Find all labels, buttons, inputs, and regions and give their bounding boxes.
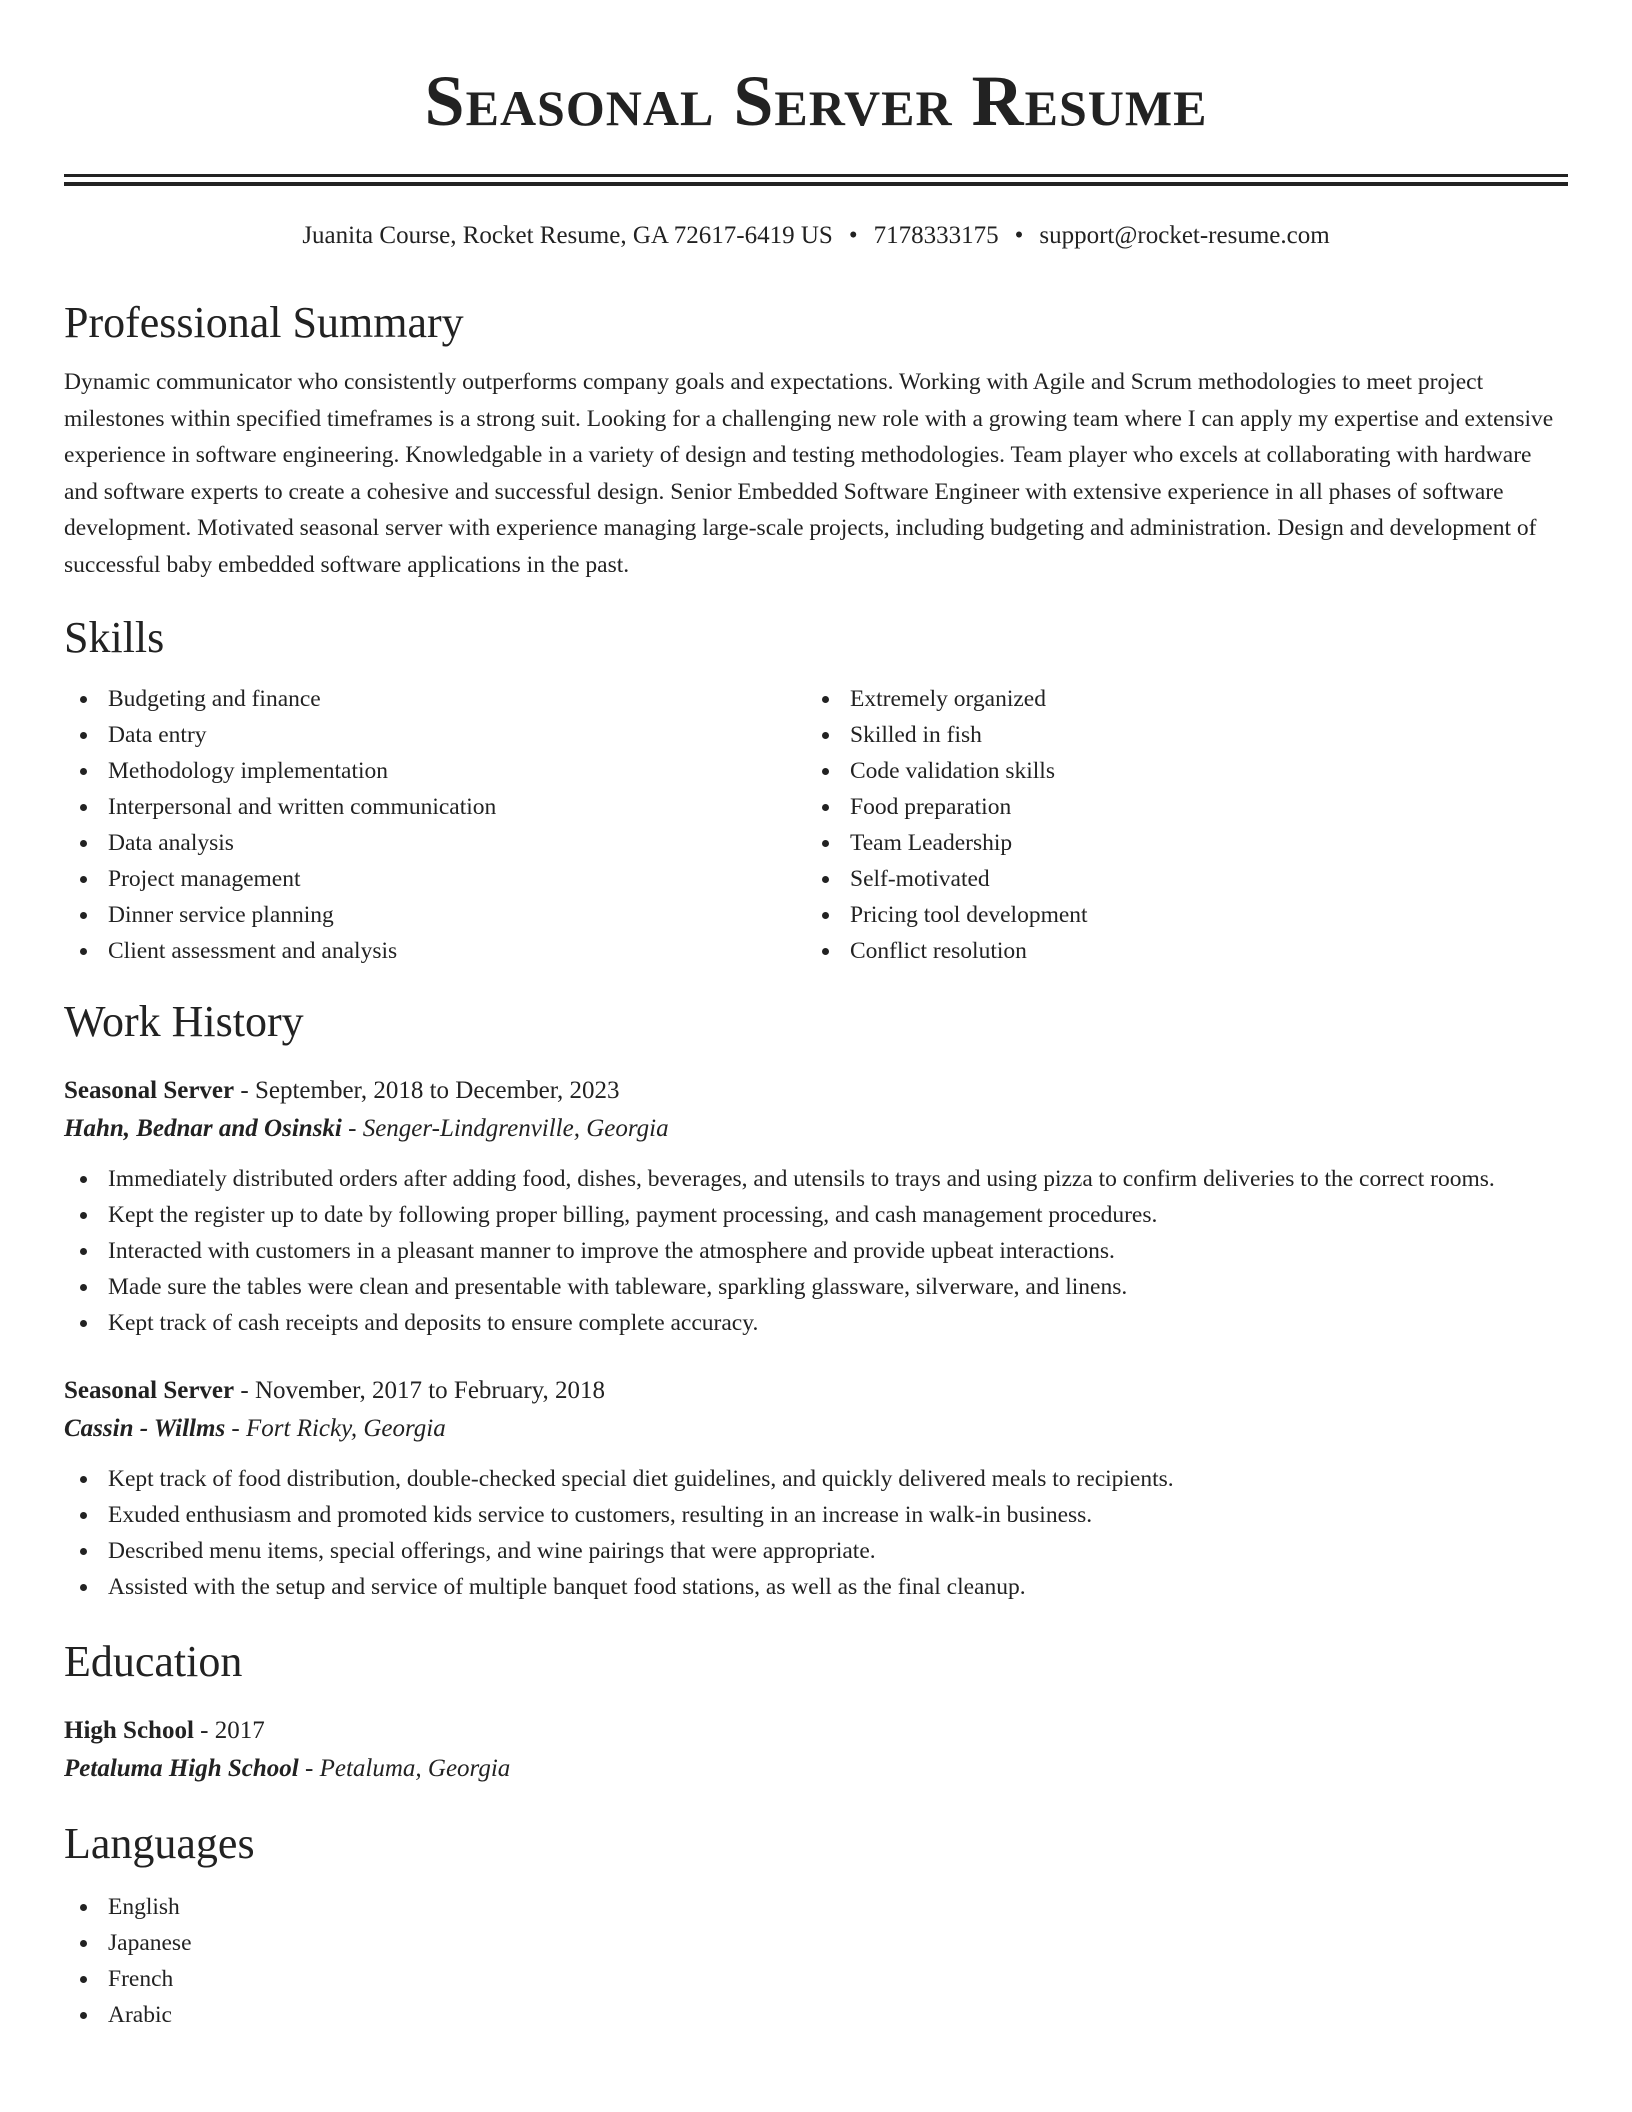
skill-item: Data analysis [64,825,806,861]
contact-line [64,220,1568,252]
skill-item: Self-motivated [806,861,1548,897]
company-location: - Fort Ricky, Georgia [225,1415,446,1442]
languages-heading: Languages [64,1819,255,1868]
summary-heading: Professional Summary [64,298,464,347]
language-item: English [64,1889,1568,1925]
languages-list [64,1889,1568,2033]
skills-column-left [64,681,806,969]
company-location: - Senger-Lindgrenville, Georgia [341,1115,669,1142]
job-title: Seasonal Server [64,1377,235,1404]
skill-item: Client assessment and analysis [64,933,806,969]
duty-item: Kept track of cash receipts and deposits to ensure complete accuracy. [64,1305,1568,1341]
skill-item: Data entry [64,717,806,753]
contact-address: Juanita Course, Rocket Resume, GA 72617-6419 US [302,222,833,249]
resume-title: Seasonal Server Resume [424,61,1208,141]
language-item: Japanese [64,1925,1568,1961]
duty-item: Kept the register up to date by following proper billing, payment processing, and cash management procedures. [64,1197,1568,1233]
education-entry [64,1713,1568,1789]
job-entry [64,1073,1568,1341]
contact-email: support@rocket-resume.com [1039,222,1330,249]
skills-column-right [806,681,1548,969]
skills-list [64,681,1568,969]
job-entry [64,1373,1568,1605]
skill-item: Extremely organized [806,681,1548,717]
job-dates: - November, 2017 to February, 2018 [234,1377,606,1404]
duty-item: Immediately distributed orders after adding food, dishes, beverages, and utensils to trays and using pizza to confirm deliveries to the correct rooms. [64,1161,1568,1197]
skill-item: Skilled in fish [806,717,1548,753]
job-duties [64,1461,1568,1605]
duty-item: Described menu items, special offerings, and wine pairings that were appropriate. [64,1533,1568,1569]
skill-item: Budgeting and finance [64,681,806,717]
skill-item: Food preparation [806,789,1548,825]
skill-item: Code validation skills [806,753,1548,789]
duty-item: Interacted with customers in a pleasant manner to improve the atmosphere and provide upbeat interactions. [64,1233,1568,1269]
duty-item: Kept track of food distribution, double-checked special diet guidelines, and quickly delivered meals to recipients. [64,1461,1568,1497]
language-item: French [64,1961,1568,1997]
school-line [64,1749,1568,1789]
duty-item: Assisted with the setup and service of multiple banquet food stations, as well as the final cleanup. [64,1569,1568,1605]
title-divider [64,174,1568,186]
job-title-line [64,1373,1568,1409]
work-history-heading: Work History [64,997,304,1046]
skill-item: Pricing tool development [806,897,1548,933]
skill-item: Team Leadership [806,825,1548,861]
company-line [64,1409,1568,1449]
job-duties [64,1161,1568,1341]
job-title: Seasonal Server [64,1077,235,1104]
graduation-year: - 2017 [193,1717,265,1744]
job-dates: - September, 2018 to December, 2023 [234,1077,620,1104]
skill-item: Conflict resolution [806,933,1548,969]
degree: High School [64,1717,194,1744]
job-title-line [64,1073,1568,1109]
school-location: - Petaluma, Georgia [298,1755,511,1782]
company-name: Hahn, Bednar and Osinski [64,1115,342,1142]
contact-separator: • [848,222,858,249]
contact-separator: • [1014,222,1024,249]
company-line [64,1109,1568,1149]
summary-text: Dynamic communicator who consistently outperforms company goals and expectations. Working with Agile and Scrum methodologies to meet project milestones within specified timeframes is a strong suit. Looking for a challenging new role with a growing team where I can apply my expertise and extensive experience in software engineering. Knowledgable in a variety of design and testing methodologies. Team player who excels at collaborating with hardware and software experts to create a cohesive and successful design. Senior Embedded Software Engineer with extensive experience in all phases of software development. Motivated seasonal server with experience managing large-scale projects, including budgeting and administration. Design and development of successful baby embedded software applications in the past. [64,369,1554,578]
skills-heading: Skills [64,613,165,662]
education-heading: Education [64,1637,243,1686]
language-item: Arabic [64,1997,1568,2033]
school-name: Petaluma High School [64,1755,299,1782]
duty-item: Exuded enthusiasm and promoted kids service to customers, resulting in an increase in walk-in business. [64,1497,1568,1533]
degree-line [64,1713,1568,1749]
skill-item: Project management [64,861,806,897]
skill-item: Dinner service planning [64,897,806,933]
duty-item: Made sure the tables were clean and presentable with tableware, sparkling glassware, silverware, and linens. [64,1269,1568,1305]
contact-phone: 7178333175 [873,222,999,249]
company-name: Cassin - Willms [64,1415,226,1442]
skill-item: Methodology implementation [64,753,806,789]
skill-item: Interpersonal and written communication [64,789,806,825]
